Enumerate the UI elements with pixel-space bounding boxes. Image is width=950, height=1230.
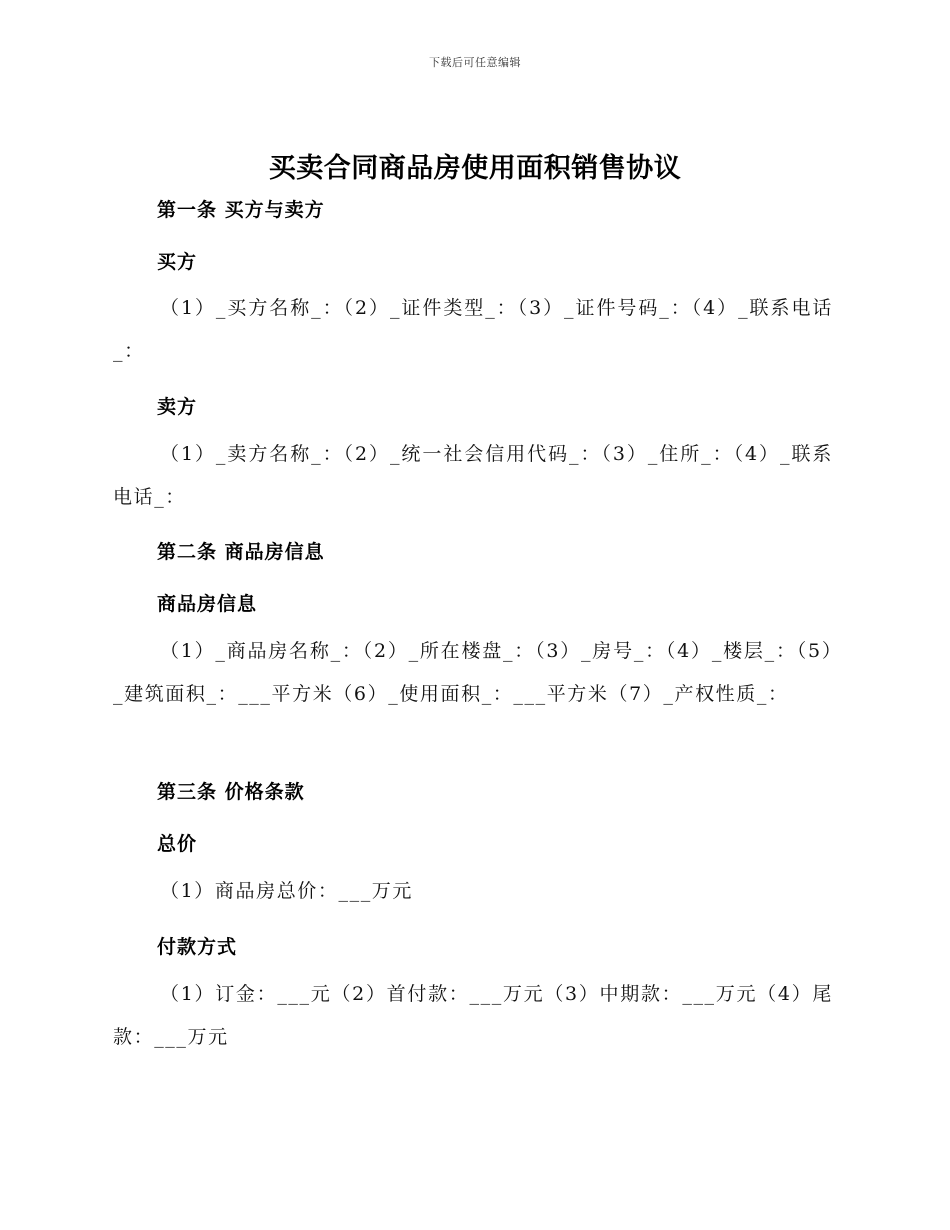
article-2-heading: 第二条 商品房信息: [157, 541, 325, 563]
seller-heading: 卖方: [157, 396, 198, 418]
payment-method-paragraph: （1）订金：___元（2）首付款：___万元（3）中期款：___万元（4）尾款：___万元: [113, 983, 833, 1048]
payment-method-heading: 付款方式: [157, 936, 238, 958]
buyer-heading: 买方: [157, 251, 198, 273]
buyer-fields-paragraph: （1）_买方名称_：（2）_证件类型_：（3）_证件号码_：（4）_联系电话_：: [113, 297, 833, 362]
property-info-heading: 商品房信息: [157, 593, 258, 615]
total-price-paragraph: （1）商品房总价：___万元: [160, 880, 413, 902]
total-price-heading: 总价: [157, 833, 198, 855]
article-1-heading: 第一条 买方与卖方: [157, 199, 325, 221]
article-3-heading: 第三条 价格条款: [157, 781, 305, 803]
seller-fields-paragraph: （1）_卖方名称_：（2）_统一社会信用代码_：（3）_住所_：（4）_联系电话_：: [113, 443, 833, 508]
property-info-paragraph: （1）_商品房名称_：（2）_所在楼盘_：（3）_房号_：（4）_楼层_：（5）_建筑面积_：___平方米（6）_使用面积_：___平方米（7）_产权性质_：: [113, 640, 833, 705]
document-title: 买卖合同商品房使用面积销售协议: [268, 153, 682, 184]
header-note: 下载后可任意编辑: [429, 56, 521, 69]
